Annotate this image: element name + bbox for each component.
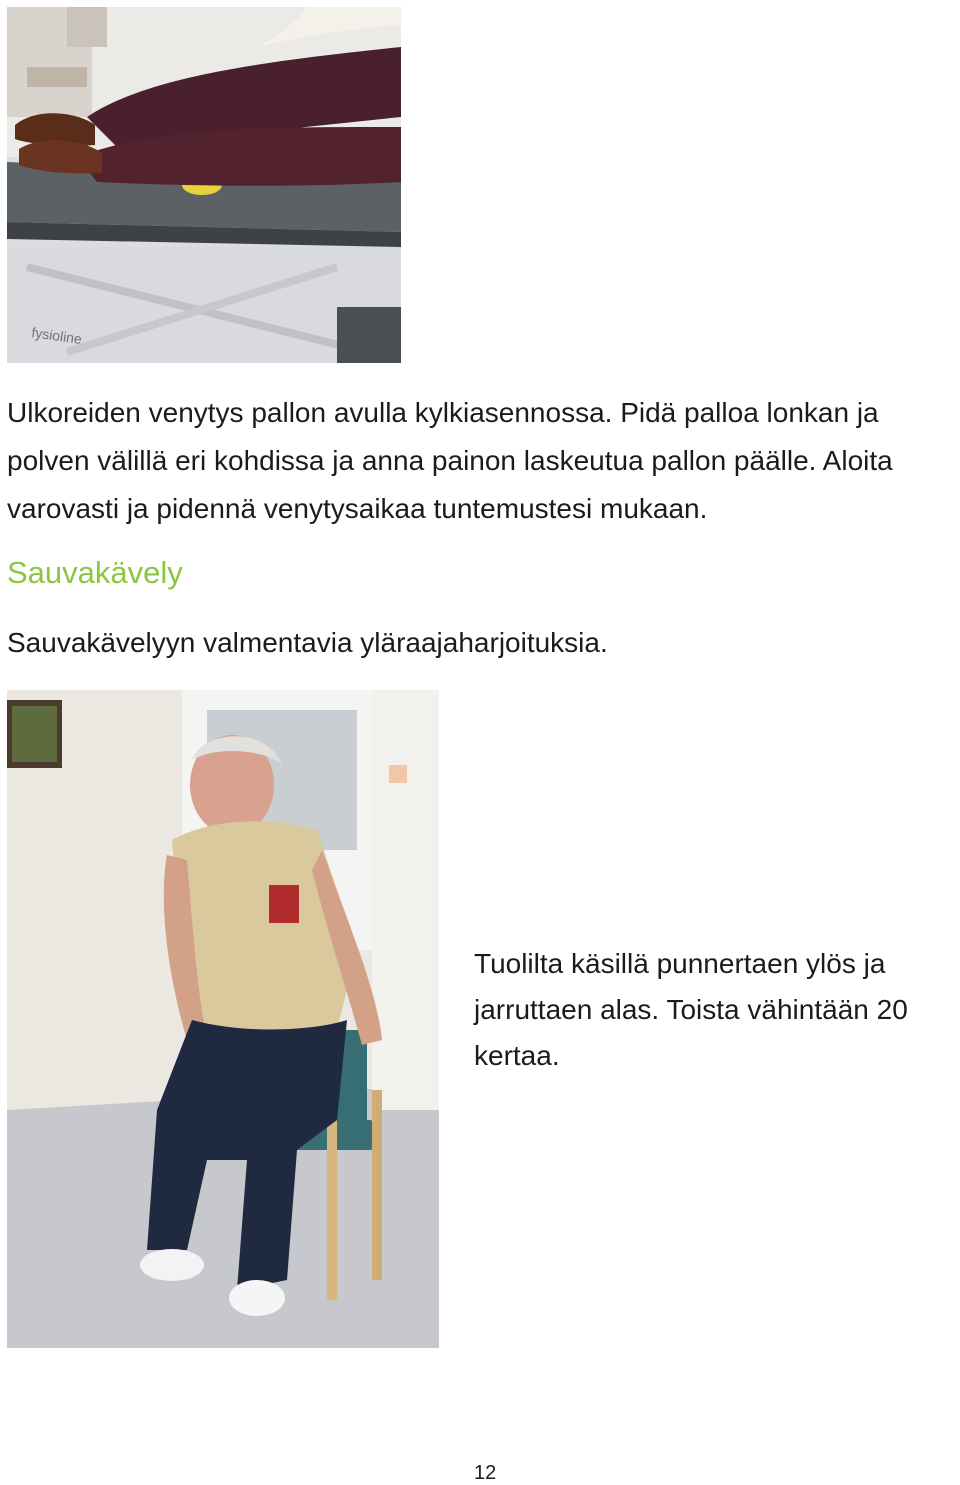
intro-paragraph: Ulkoreiden venytys pallon avulla kylkiasennossa. Pidä palloa lonkan ja polven välillä eri kohdissa ja anna painon laskeutua pallon päälle. Aloita varovasti ja pidennä venytysaikaa tuntemustesi mukaan. bbox=[7, 397, 893, 524]
exercise-caption: Tuolilta käsillä punnertaen ylös ja jarruttaen alas. Toista vähintään 20 kertaa. bbox=[474, 948, 908, 1071]
section-subtitle: Sauvakävelyyn valmentavia yläraajaharjoituksia. bbox=[7, 627, 608, 658]
photo-chair-pushup bbox=[7, 690, 439, 1348]
page-number: 12 bbox=[474, 1462, 497, 1484]
section-heading: Sauvakävely bbox=[7, 555, 183, 590]
photo-ball-stretch bbox=[7, 7, 401, 363]
brand-label: fysioline bbox=[30, 324, 83, 348]
